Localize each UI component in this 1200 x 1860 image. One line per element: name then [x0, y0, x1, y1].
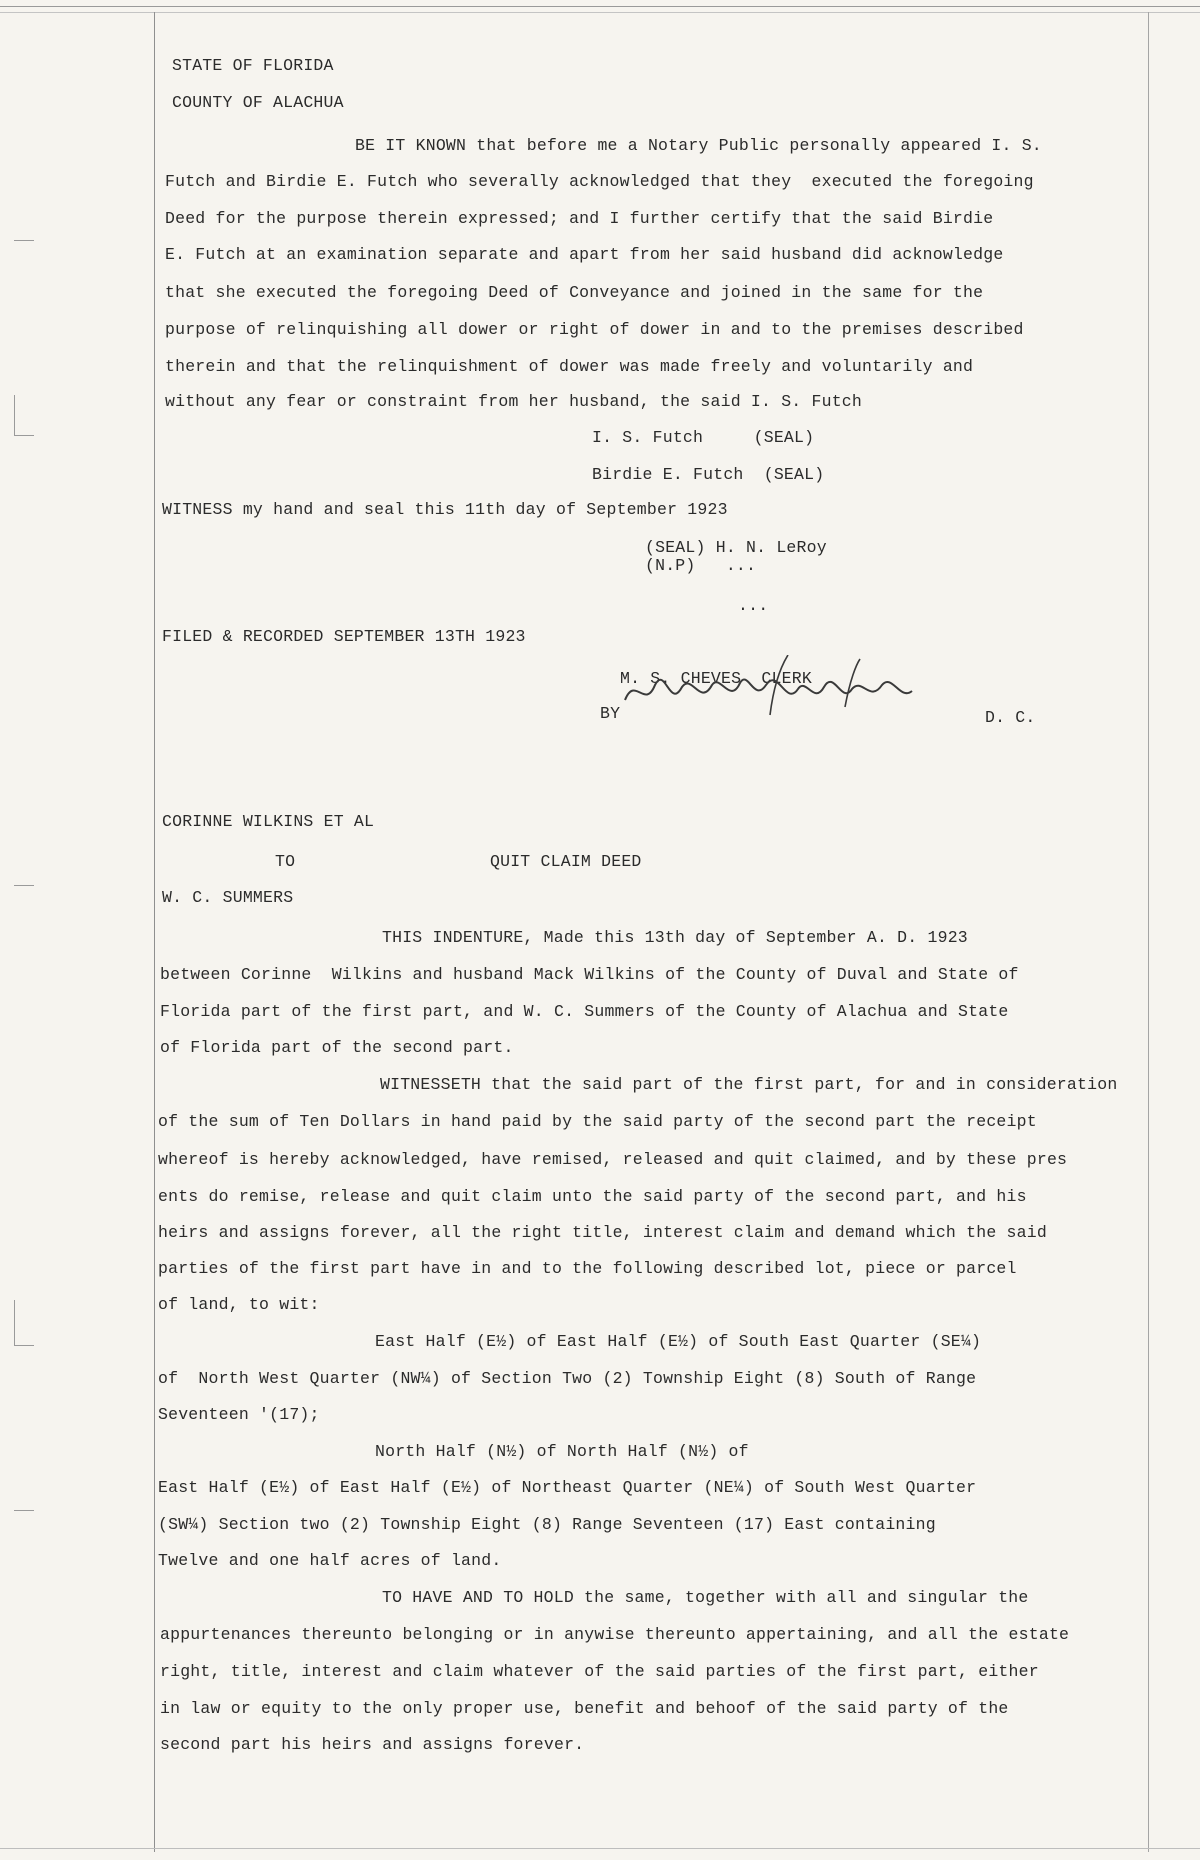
deed-line-7: whereof is hereby acknowledged, have remised, released and quit claimed, and by these pres [158, 1150, 1068, 1169]
description-line-4: North Half (N½) of North Half (N½) of [375, 1442, 749, 1461]
deed-line-5: WITNESSETH that the said part of the first part, for and in consideration [380, 1075, 1118, 1094]
notary-np-line: (N.P) ... [645, 556, 757, 575]
habendum-line-5: second part his heirs and assigns forever. [160, 1735, 585, 1754]
deed-line-10: parties of the first part have in and to the following described lot, piece or parcel [158, 1259, 1017, 1278]
deed-line-4: of Florida part of the second part. [160, 1038, 514, 1057]
bottom-border-rule [0, 1848, 1200, 1849]
deed-line-8: ents do remise, release and quit claim unto the said party of the second part, and his [158, 1187, 1027, 1206]
deed-line-1: THIS INDENTURE, Made this 13th day of September A. D. 1923 [382, 928, 968, 947]
deed-line-2: between Corinne Wilkins and husband Mack Wilkins of the County of Duval and State of [160, 965, 1019, 984]
county-heading: COUNTY OF ALACHUA [172, 93, 344, 112]
binder-mark [14, 1510, 34, 1511]
ack-line-7: therein and that the relinquishment of dower was made freely and voluntarily and [165, 357, 974, 376]
deed-line-3: Florida part of the first part, and W. C. Summers of the County of Alachua and State [160, 1002, 1009, 1021]
description-line-1: East Half (E½) of East Half (E½) of South East Quarter (SE¼) [375, 1332, 982, 1351]
signature-isfutch: I. S. Futch (SEAL) [592, 428, 815, 447]
habendum-line-1: TO HAVE AND TO HOLD the same, together with all and singular the [382, 1588, 1029, 1607]
ack-line-1: BE IT KNOWN that before me a Notary Public personally appeared I. S. [355, 136, 1042, 155]
signature-birdie-futch: Birdie E. Futch (SEAL) [592, 465, 825, 484]
by-label: BY [600, 704, 621, 723]
top-border-rule [0, 6, 1200, 7]
habendum-line-3: right, title, interest and claim whatever of the said parties of the first part, either [160, 1662, 1039, 1681]
notary-seal-line: (SEAL) H. N. LeRoy [645, 538, 827, 557]
clerk-line: M. S. CHEVES CLERK [620, 669, 812, 688]
top-border-rule-inner [0, 12, 1200, 13]
binder-mark [14, 240, 34, 241]
state-heading: STATE OF FLORIDA [172, 56, 334, 75]
grantee-heading: W. C. SUMMERS [162, 888, 294, 907]
ack-line-3: Deed for the purpose therein expressed; and I further certify that the said Birdie [165, 209, 994, 228]
description-line-5: East Half (E½) of East Half (E½) of Northeast Quarter (NE¼) of South West Quarter [158, 1478, 977, 1497]
binder-mark [14, 435, 34, 436]
binder-mark [14, 1300, 15, 1345]
deed-line-9: heirs and assigns forever, all the right title, interest claim and demand which the said [158, 1223, 1047, 1242]
description-line-2: of North West Quarter (NW¼) of Section Two (2) Township Eight (8) South of Range [158, 1369, 977, 1388]
deed-line-6: of the sum of Ten Dollars in hand paid by the said party of the second part the receipt [158, 1112, 1037, 1131]
binder-mark [14, 885, 34, 886]
left-margin-rule [154, 12, 155, 1852]
habendum-line-2: appurtenances thereunto belonging or in anywise thereunto appertaining, and all the estate [160, 1625, 1070, 1644]
witness-line: WITNESS my hand and seal this 11th day of September 1923 [162, 500, 728, 519]
ack-line-5: that she executed the foregoing Deed of Conveyance and joined in the same for the [165, 283, 984, 302]
deputy-clerk-label: D. C. [985, 708, 1036, 727]
description-line-7: Twelve and one half acres of land. [158, 1551, 502, 1570]
right-margin-rule [1148, 12, 1149, 1852]
handwritten-signature [620, 655, 920, 725]
ack-line-8: without any fear or constraint from her husband, the said I. S. Futch [165, 392, 863, 411]
ack-line-4: E. Futch at an examination separate and apart from her said husband did acknowledge [165, 245, 1004, 264]
ack-line-2: Futch and Birdie E. Futch who severally acknowledged that they executed the foregoing [165, 172, 1034, 191]
binder-mark [14, 1345, 34, 1346]
filed-recorded-line: FILED & RECORDED SEPTEMBER 13TH 1923 [162, 627, 526, 646]
grantor-heading: CORINNE WILKINS ET AL [162, 812, 375, 831]
deed-type-heading: QUIT CLAIM DEED [490, 852, 642, 871]
ack-line-6: purpose of relinquishing all dower or right of dower in and to the premises described [165, 320, 1024, 339]
to-heading: TO [275, 852, 296, 871]
binder-mark [14, 395, 15, 435]
notary-dots: ... [738, 596, 769, 615]
deed-line-11: of land, to wit: [158, 1295, 320, 1314]
description-line-3: Seventeen '(17); [158, 1405, 320, 1424]
description-line-6: (SW¼) Section two (2) Township Eight (8) Range Seventeen (17) East containing [158, 1515, 936, 1534]
habendum-line-4: in law or equity to the only proper use, benefit and behoof of the said party of the [160, 1699, 1009, 1718]
